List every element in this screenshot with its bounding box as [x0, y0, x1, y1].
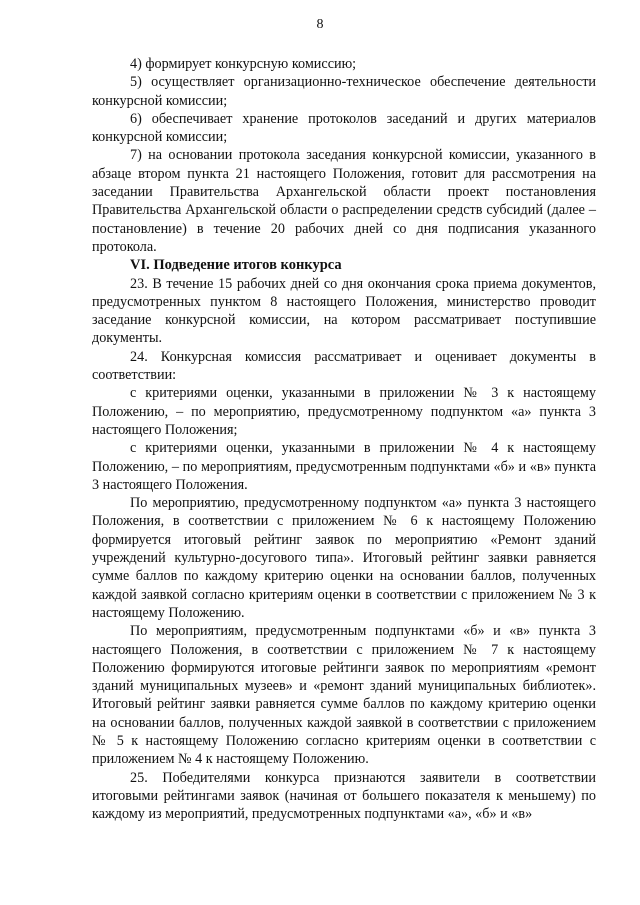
section-heading: VI. Подведение итогов конкурса: [130, 257, 342, 274]
paragraph-23: 23. В течение 15 рабочих дней со дня окончания срока приема документов, предусмотренных пунктом 8 настоящего Положения, министерство проводит заседание конкурсной комиссии, на котором рассматривает поступившие документы.: [92, 275, 596, 347]
paragraph-25: 25. Победителями конкурса признаются заявители в соответствии итоговыми рейтингами заявок (начиная от большего показателя к меньшему) по каждому из мероприятий, предусмотренных подпунктами «а», «б» и «в»: [92, 769, 596, 823]
paragraph-rating-b-v: По мероприятиям, предусмотренным подпунктами «б» и «в» пункта 3 настоящего Положения, в соответствии с приложением № 7 к настоящему Положению формируются итоговые рейтинги заявок по мероприятиям «ремонт зданий муниципальных музеев» и «ремонт зданий муниципальных библиотек». Итоговый рейтинг заявки равняется сумме баллов по каждому критерию оценки на основании баллов, полученных каждой заявкой в соответствии с приложением № 5 к настоящему Положению согласно критериям оценки в соответствии с приложением № 4 к настоящему Положению.: [92, 623, 596, 768]
paragraph-rating-a: По мероприятию, предусмотренному подпунктом «а» пункта 3 настоящего Положения, в соответствии с приложением № 6 к настоящему Положению формируется итоговый рейтинг заявок по мероприятию «Ремонт зданий учреждений культурно-досугового типа». Итоговый рейтинг заявки равняется сумме баллов по каждому критерию оценки на основании баллов, полученных каждой заявкой согласно критериям оценки в соответствии с приложением № 3 к настоящему Положению.: [92, 495, 596, 621]
paragraph-item-6: 6) обеспечивает хранение протоколов заседаний и других материалов конкурсной комиссии;: [92, 110, 596, 146]
document-body: [92, 55, 596, 823]
paragraph-24-criteria-4: с критериями оценки, указанными в приложении № 4 к настоящему Положению, – по мероприятиям, предусмотренным подпунктами «б» и «в» пункта 3 настоящего Положения.: [92, 440, 596, 493]
paragraph-24-criteria-3: с критериями оценки, указанными в приложении № 3 к настоящему Положению, – по мероприятию, предусмотренному подпунктом «а» пункта 3 настоящего Положения;: [92, 385, 596, 438]
paragraph-item-4: 4) формирует конкурсную комиссию;: [130, 56, 357, 72]
paragraph-24: 24. Конкурсная комиссия рассматривает и оценивает документы в соответствии:: [92, 348, 596, 384]
paragraph-item-7: 7) на основании протокола заседания конкурсной комиссии, указанного в абзаце втором пункта 21 настоящего Положения, готовит для рассмотрения на заседании Правительства Архангельской области проект постановления Правительства Архангельской области о распределении средств субсидий (далее – постановление) в течение 20 рабочих дней со дня подписания указанного протокола.: [92, 147, 596, 255]
paragraph-item-5: 5) осуществляет организационно-техническое обеспечение деятельности конкурсной комиссии;: [92, 74, 596, 109]
page-number: 8: [316, 17, 324, 32]
